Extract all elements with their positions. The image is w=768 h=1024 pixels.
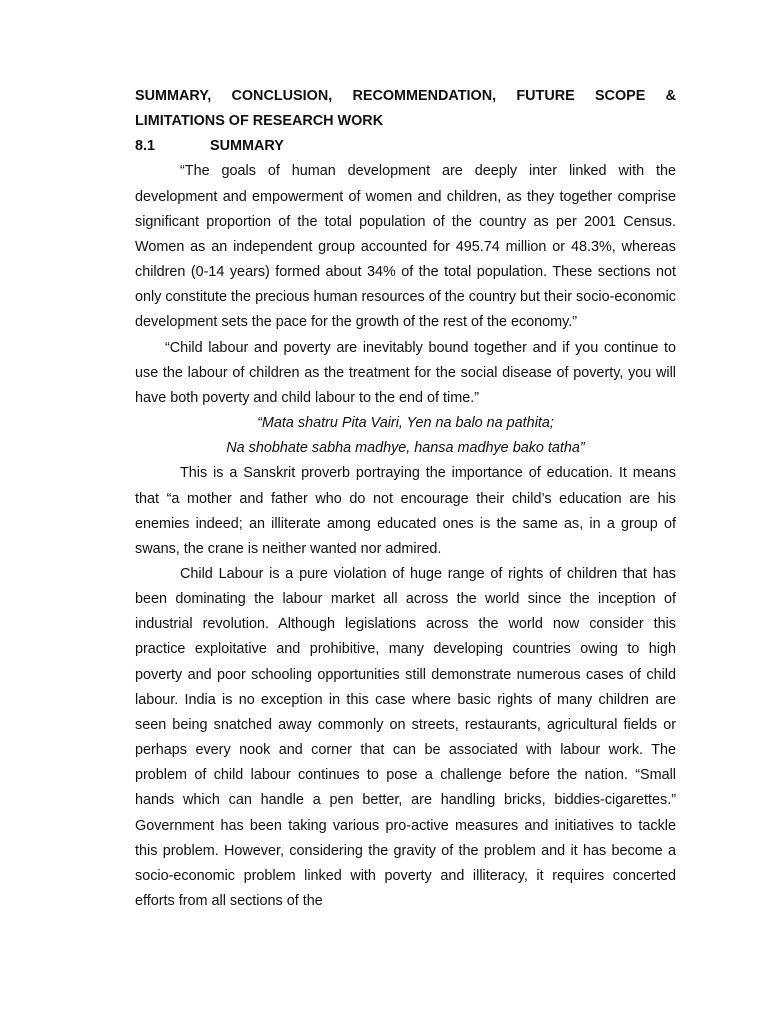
section-number: 8.1 bbox=[135, 138, 156, 155]
sanskrit-verse-line-1: “Mata shatru Pita Vairi, Yen na balo na pathita; bbox=[257, 415, 554, 432]
sanskrit-verse-line-2: Na shobhate sabha madhye, hansa madhye bako tatha” bbox=[226, 440, 585, 457]
section-heading bbox=[135, 134, 676, 159]
paragraph-child-labour-rights: Child Labour is a pure violation of huge range of rights of children that has been dominating the labour market all across the world since the inception of industrial revolution. Although legislations across the world now consider this practice exploitative and prohibitive, many developing countries owing to high poverty and poor schooling opportunities still demonstrate numerous cases of child labour. India is no exception in this case where basic rights of many children are seen being snatched away commonly on streets, restaurants, agricultural fields or perhaps every nook and corner that can be associated with labour work. The problem of child labour continues to pose a challenge before the nation. “Small hands which can handle a pen better, are handling bricks, biddies-cigarettes.” Government has been taking various pro-active measures and initiatives to tackle this problem. However, considering the gravity of the problem and it has become a socio-economic problem linked with poverty and illiteracy, it requires concerted efforts from all sections of the bbox=[135, 565, 676, 909]
chapter-title: SUMMARY, CONCLUSION, RECOMMENDATION, FUTURE SCOPE & LIMITATIONS OF RESEARCH WORK bbox=[135, 88, 676, 130]
paragraph-child-labour-poverty: “Child labour and poverty are inevitably bound together and if you continue to use the labour of children as the treatment for the social disease of poverty, you will have both poverty and child labour to the end of time.” bbox=[135, 339, 676, 406]
paragraph-proverb-meaning: This is a Sanskrit proverb portraying the importance of education. It means that “a mother and father who do not encourage their child’s education are his enemies indeed; an illiterate among educated ones is the same as, in a group of swans, the crane is neither wanted nor admired. bbox=[135, 465, 676, 557]
document-page bbox=[135, 84, 676, 914]
paragraph-human-development: “The goals of human development are deeply inter linked with the development and empowerment of women and children, as they together comprise significant proportion of the total population of the country as per 2001 Census. Women as an independent group accounted for 495.74 million or 48.3%, whereas children (0-14 years) formed about 34% of the total population. These sections not only constitute the precious human resources of the country but their socio-economic development sets the pace for the growth of the rest of the economy.” bbox=[135, 163, 676, 331]
section-title: SUMMARY bbox=[210, 138, 284, 155]
